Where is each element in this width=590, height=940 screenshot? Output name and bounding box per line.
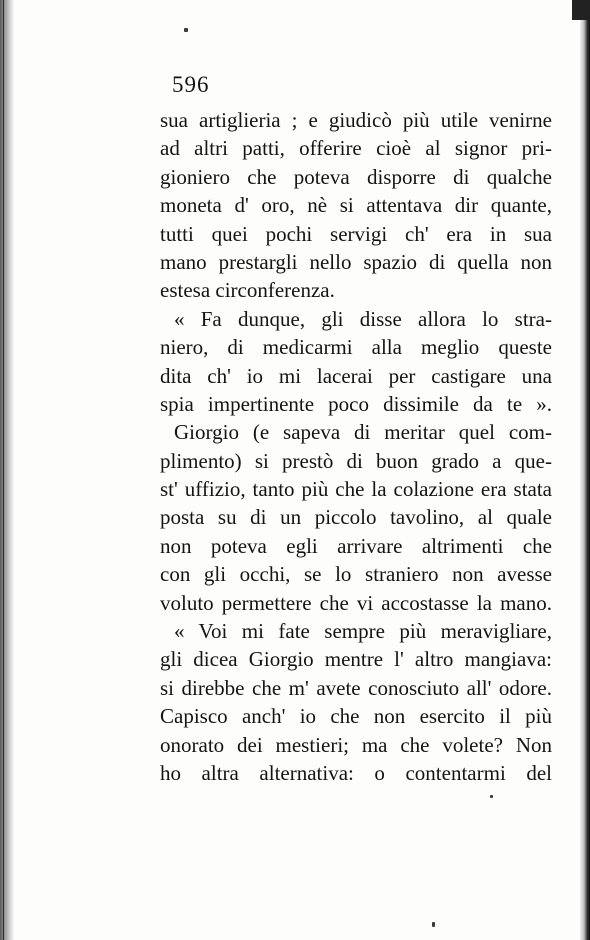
text-line: plimento) si prestò di buon grado a que- bbox=[160, 448, 552, 473]
text-line: gli dicea Giorgio mentre l' altro mangiava: bbox=[160, 647, 552, 672]
text-line: estesa circonferenza. bbox=[160, 278, 335, 303]
page-number: 596 bbox=[172, 72, 210, 97]
text-line: ho altra alternativa: o contentarmi del bbox=[160, 760, 552, 785]
ink-speck bbox=[490, 795, 493, 798]
text-line: si direbbe che m' avete conosciuto all' odore. bbox=[160, 675, 552, 700]
gutter-line bbox=[3, 0, 4, 940]
text-line: gioniero che poteva disporre di qualche bbox=[160, 164, 552, 189]
text-line: spia impertinente poco dissimile da te ». bbox=[160, 391, 552, 416]
text-line: ad altri patti, offerire cioè al signor pri- bbox=[160, 136, 552, 161]
text-line: sua artiglieria ; e giudicò più utile venirne bbox=[160, 108, 552, 132]
text-line: Capisco anch' io che non esercito il più bbox=[160, 704, 552, 729]
text-line: moneta d' oro, nè si attentava dir quante, bbox=[160, 193, 552, 218]
body-text bbox=[160, 106, 552, 787]
text-line: posta su di un piccolo tavolino, al quale bbox=[160, 505, 552, 530]
ink-speck bbox=[184, 28, 188, 32]
text-line: « Voi mi fate sempre più meravigliare, bbox=[174, 619, 552, 644]
text-line: voluto permettere che vi accostasse la mano. bbox=[160, 590, 552, 615]
page-edge-shadow bbox=[580, 0, 590, 940]
page-corner-shadow bbox=[572, 0, 590, 20]
text-line: mano prestargli nello spazio di quella non bbox=[160, 249, 552, 274]
text-line: « Fa dunque, gli disse allora lo stra- bbox=[174, 306, 552, 331]
text-line: onorato dei mestieri; ma che volete? Non bbox=[160, 732, 552, 757]
text-line: tutti quei pochi servigi ch' era in sua bbox=[160, 221, 552, 246]
text-line: dita ch' io mi lacerai per castigare una bbox=[160, 363, 552, 388]
ink-speck bbox=[432, 922, 435, 927]
text-line: con gli occhi, se lo straniero non avesse bbox=[160, 562, 552, 587]
text-line: Giorgio (e sapeva di meritar quel com- bbox=[174, 420, 552, 445]
text-line: st' uffizio, tanto più che la colazione era stata bbox=[160, 477, 552, 502]
text-line: niero, di medicarmi alla meglio queste bbox=[160, 335, 552, 360]
text-line: non poteva egli arrivare altrimenti che bbox=[160, 533, 552, 558]
